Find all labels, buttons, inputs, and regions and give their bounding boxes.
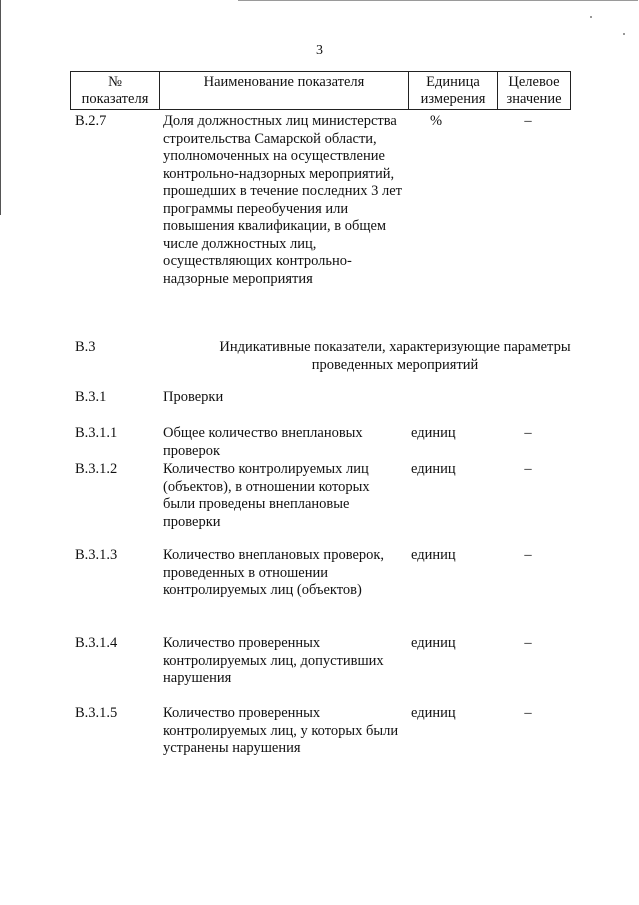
subsection-code: В.3.1 [75,389,107,405]
col-header-name: Наименование показателя [160,72,409,110]
indicator-name: Количество проверенных контролируемых лиц, допустивших нарушения [163,635,384,686]
indicator-unit: единиц [411,547,456,563]
indicator-code: В.2.7 [75,113,107,129]
indicator-name: Количество внеплановых проверок, проведенных в отношении контролируемых лиц (объектов) [163,547,385,598]
indicator-name: Количество контролируемых лиц (объектов), в отношении которых были проведены внеплановые проверки [163,461,370,530]
indicator-name: Общее количество внеплановых проверок [163,425,363,459]
col-header-unit: Единица измерения [409,72,498,110]
indicator-unit: % [430,113,443,129]
subsection-title: Проверки [163,389,224,405]
indicator-target: – [524,705,532,721]
indicator-unit: единиц [411,705,456,721]
indicator-code: В.3.1.5 [75,705,118,721]
col-header-target: Целевое значение [498,72,571,110]
scan-top-edge [238,0,638,1]
scan-left-edge [0,0,1,215]
section-title: Индикативные показатели, характеризующие параметры проведенных мероприятий [219,339,571,373]
indicator-code: В.3.1.2 [75,461,118,477]
scan-speck [623,33,625,35]
indicator-code: В.3.1.4 [75,635,118,651]
col-header-number: № показателя [71,72,160,110]
indicator-target: – [524,425,532,441]
indicator-name: Количество проверенных контролируемых лиц, у которых были устранены нарушения [163,705,399,756]
indicator-unit: единиц [411,461,456,477]
indicator-name: Доля должностных лиц министерства строительства Самарской области, уполномоченных на осуществление контрольно-надзорных мероприятий, прошедших в течение последних 3 лет программы переобучения или повышения квалификации, в общем числе должностных лиц, осуществляющих контрольно-надзорные мероприятия [163,113,402,287]
indicator-unit: единиц [411,425,456,441]
scan-speck [590,16,592,18]
indicator-table-header [70,71,571,110]
indicator-target: – [524,461,532,477]
indicator-target: – [524,547,532,563]
indicator-target: – [524,113,532,129]
page-number: 3 [316,43,323,58]
indicator-code: В.3.1.1 [75,425,118,441]
indicator-unit: единиц [411,635,456,651]
indicator-target: – [524,635,532,651]
indicator-code: В.3.1.3 [75,547,118,563]
section-code: В.3 [75,339,96,355]
